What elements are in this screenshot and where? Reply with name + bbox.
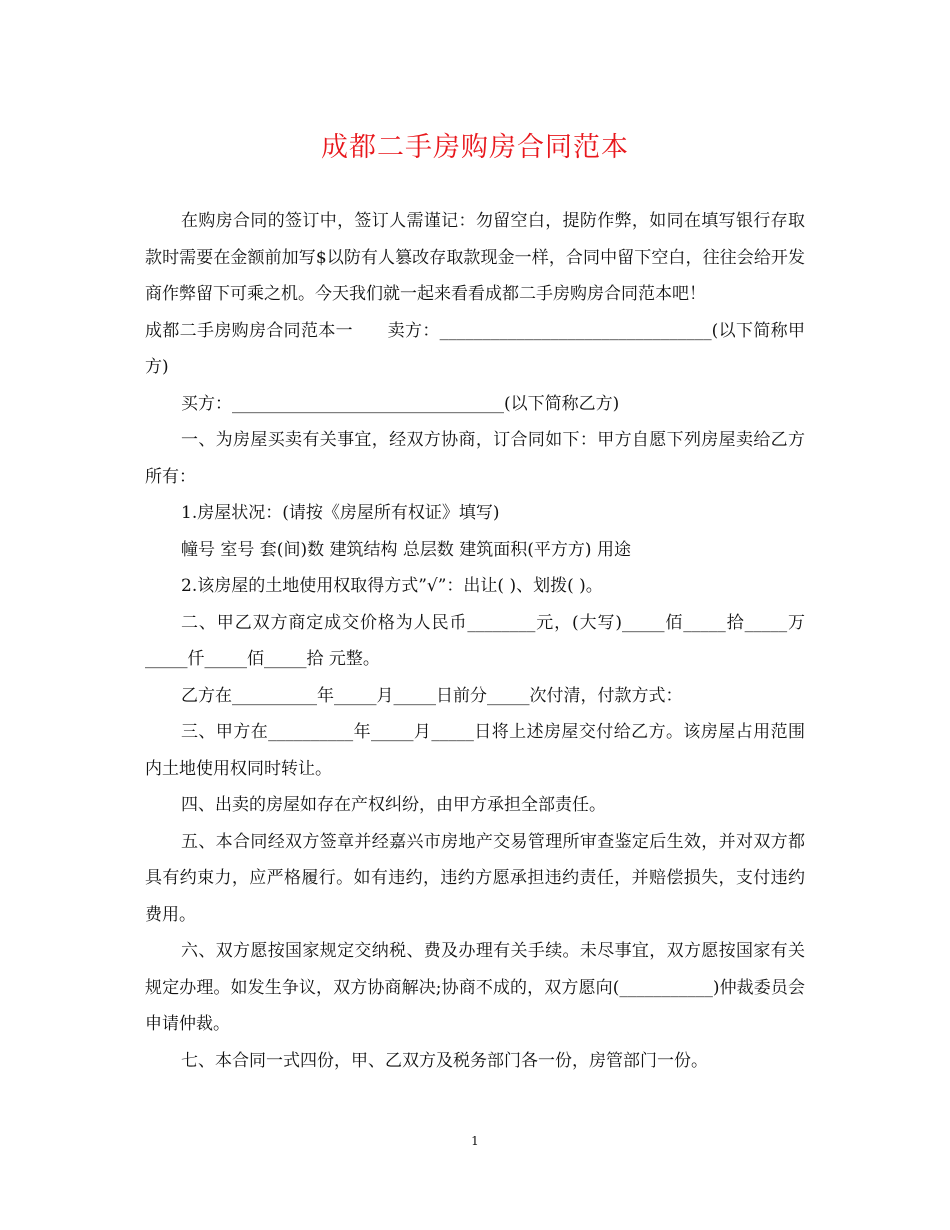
intro-paragraph: 在购房合同的签订中，签订人需谨记：勿留空白，提防作弊，如同在填写银行存取款时需要在金额前加写$以防有人篡改存取款现金一样，合同中留下空白，往往会给开发商作弊留下可乘之机。今天我们就一起来看看成都二手房购房合同范本吧！	[145, 211, 805, 304]
house-fields-paragraph: 幢号 室号 套(间)数 建筑结构 总层数 建筑面积(平方方) 用途	[181, 539, 631, 560]
clause-2-paragraph: 二、甲乙双方商定成交价格为人民币________元，(大写)_____佰_____拾_____万_____仟_____佰_____拾 元整。	[145, 612, 805, 669]
clause-3-paragraph: 三、甲方在__________年_____月_____日将上述房屋交付给乙方。该房屋占用范围内土地使用权同时转让。	[145, 722, 805, 779]
clause-7-paragraph: 七、本合同一式四份，甲、乙双方及税务部门各一份，房管部门一份。	[181, 1050, 708, 1071]
clause-4-paragraph: 四、出卖的房屋如存在产权纠纷，由甲方承担全部责任。	[181, 795, 606, 815]
clause-1-paragraph: 一、为房屋买卖有关事宜，经双方协商，订合同如下：甲方自愿下列房屋卖给乙方所有：	[145, 430, 805, 487]
seller-paragraph: 成都二手房购房合同范本一 卖方：________________________________(以下简称甲方)	[145, 320, 805, 377]
clause-6-paragraph: 六、双方愿按国家规定交纳税、费及办理有关手续。未尽事宜，双方愿按国家有关规定办理。如发生争议，双方协商解决;协商不成的，双方愿向(___________)仲裁委员会申请仲裁。	[145, 941, 805, 1034]
buyer-paragraph: 买方：________________________________(以下简称乙方)	[181, 393, 620, 414]
land-use-paragraph: 2.该房屋的土地使用权取得方式”√”：出让( )、划拨( )。	[181, 576, 603, 596]
clause-5-paragraph: 五、本合同经双方签章并经嘉兴市房地产交易管理所审查鉴定后生效，并对双方都具有约束力，应严格履行。如有违约，违约方愿承担违约责任，并赔偿损失，支付违约费用。	[145, 831, 805, 925]
document-title: 成都二手房购房合同范本	[321, 132, 629, 163]
document-body	[145, 203, 805, 1079]
house-status-paragraph: 1.房屋状况：(请按《房屋所有权证》填写)	[181, 503, 500, 523]
payment-paragraph: 乙方在__________年_____月_____日前分_____次付清，付款方式：	[181, 685, 683, 706]
page-number: 1	[471, 1134, 479, 1148]
